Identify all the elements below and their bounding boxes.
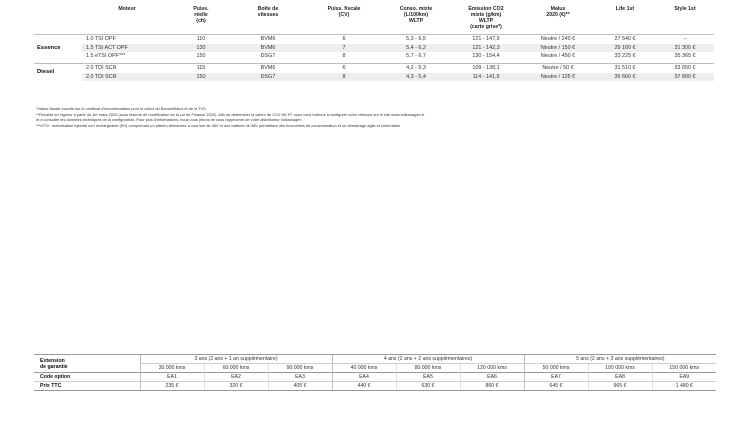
km-cell: 120 000 kms bbox=[460, 364, 524, 373]
gearbox-cell: DSG7 bbox=[230, 73, 306, 82]
warranty-duration-row bbox=[34, 355, 716, 364]
price-cell: 645 € bbox=[524, 382, 588, 391]
power-cell: 110 bbox=[172, 35, 230, 44]
km-cell: 30 000 kms bbox=[140, 364, 204, 373]
malus-cell: Neutre / 240 € bbox=[522, 35, 594, 44]
malus-cell: Neutre / 150 € bbox=[522, 44, 594, 53]
engine-spec-table bbox=[34, 6, 714, 81]
fiscal-power-cell: 8 bbox=[306, 73, 382, 82]
malus-cell: Neutre / 450 € bbox=[540, 53, 576, 59]
engine-cell: 1.5 eTSI OPF*** bbox=[86, 53, 126, 59]
price-cell: 965 € bbox=[588, 382, 652, 391]
price-cell: 630 € bbox=[396, 382, 460, 391]
warranty-duration-5y: 5 ans (2 ans + 3 ans supplémentaires) bbox=[524, 355, 716, 364]
footnote: *Valeur fiscale inscrite sur le certificat d'immatriculation pour le calcul du Bonus/Malus et de la TVS. bbox=[36, 106, 207, 111]
price-life-cell: 31 510 € bbox=[594, 64, 656, 73]
code-cell: EA1 bbox=[140, 373, 204, 382]
co2-cell: 130 - 154,4 bbox=[472, 53, 500, 59]
gearbox-cell: BVM6 bbox=[230, 64, 306, 73]
co2-cell: 121 - 142,3 bbox=[450, 44, 522, 53]
price-ttc-label: Prix TTC bbox=[34, 382, 140, 391]
spec-header-cell: Malus 2020 (€)** bbox=[546, 6, 570, 18]
consumption-cell: 4,2 - 5,3 bbox=[382, 64, 450, 73]
footnote: et à consulter les données techniques de la configuration. Pour plus d'informations, nous vous prions de vous rapprocher de votre distributeur Volkswagen. bbox=[36, 117, 303, 123]
co2-cell: 114 - 141,9 bbox=[450, 73, 522, 82]
km-cell: 90 000 kms bbox=[268, 364, 332, 373]
price-cell: 860 € bbox=[460, 382, 524, 391]
price-style-cell: – bbox=[656, 35, 714, 44]
table-row bbox=[34, 44, 714, 53]
price-cell: 1 480 € bbox=[652, 382, 716, 391]
code-cell: EA4 bbox=[332, 373, 396, 382]
warranty-row-label: Extension de garantie bbox=[34, 355, 140, 373]
malus-cell: Neutre / 125 € bbox=[522, 73, 594, 82]
table-row bbox=[34, 35, 714, 44]
gearbox-cell: DSG7 bbox=[260, 53, 276, 59]
category-diesel: Diesel bbox=[34, 64, 82, 82]
fiscal-power-cell: 6 bbox=[306, 35, 382, 44]
warranty-duration-4y: 4 ans (2 ans + 2 ans supplémentaires) bbox=[332, 355, 524, 364]
spec-table-body bbox=[34, 35, 714, 82]
price-style-cell: 37 800 € bbox=[656, 73, 714, 82]
km-cell: 80 000 kms bbox=[396, 364, 460, 373]
footnotes bbox=[36, 106, 716, 128]
malus-cell: Neutre / 50 € bbox=[522, 64, 594, 73]
spec-header-cell: Conso. mixte (L/100km) WLTP bbox=[399, 6, 433, 24]
power-cell: 150 bbox=[196, 53, 206, 59]
price-life-cell: 33 225 € bbox=[614, 53, 636, 59]
engine-cell: 1.0 TSI OPF bbox=[82, 35, 172, 44]
code-cell: EA9 bbox=[652, 373, 716, 382]
price-style-cell: 35 365 € bbox=[674, 53, 696, 59]
km-cell: 60 000 kms bbox=[204, 364, 268, 373]
consumption-cell: 5,4 - 6,2 bbox=[382, 44, 450, 53]
km-cell: 40 000 kms bbox=[332, 364, 396, 373]
power-cell: 130 bbox=[172, 44, 230, 53]
power-cell: 150 bbox=[172, 73, 230, 82]
price-life-cell: 29 160 € bbox=[594, 44, 656, 53]
table-row bbox=[34, 52, 714, 61]
fiscal-power-cell: 7 bbox=[306, 44, 382, 53]
warranty-code-row bbox=[34, 373, 716, 382]
warranty-duration-3y: 3 ans (2 ans + 1 an supplémentaire) bbox=[140, 355, 332, 364]
spec-header-cell: Émission CO2 mixte (g/km) WLTP (carte grise*) bbox=[468, 6, 504, 30]
spec-header-cell: Moteur bbox=[118, 6, 136, 12]
co2-cell: 109 - 138,1 bbox=[450, 64, 522, 73]
warranty-extension-table bbox=[34, 354, 716, 391]
code-cell: EA5 bbox=[396, 373, 460, 382]
code-option-label: Code option bbox=[34, 373, 140, 382]
table-row bbox=[34, 73, 714, 82]
table-row bbox=[34, 64, 714, 73]
price-life-cell: 35 660 € bbox=[594, 73, 656, 82]
consumption-cell: 5,3 - 6,5 bbox=[382, 35, 450, 44]
spec-header-cell: Puiss. réelle (ch) bbox=[193, 6, 209, 24]
spec-header-cell: Life 1st bbox=[615, 6, 635, 12]
code-cell: EA6 bbox=[460, 373, 524, 382]
spec-header-row bbox=[34, 6, 714, 35]
fiscal-power-cell: 6 bbox=[306, 64, 382, 73]
footnote: ***eTSI : motorisation hybride non rechargeable (EH) comprenant un alterno-démarreur à courroie de 48V et une batterie de 48V permettant des économies de consommation et un démarrage agile et confortable bbox=[36, 122, 401, 128]
gearbox-cell: BVM6 bbox=[230, 35, 306, 44]
km-cell: 150 000 kms bbox=[652, 364, 716, 373]
engine-cell: 2.0 TDI SCR bbox=[82, 64, 172, 73]
price-cell: 405 € bbox=[268, 382, 332, 391]
power-cell: 115 bbox=[172, 64, 230, 73]
consumption-cell: 4,3 - 5,4 bbox=[382, 73, 450, 82]
engine-cell: 1.5 TSI ACT OPF bbox=[82, 44, 172, 53]
footnote: **Fiscalité en vigueur à partir du 1er mars 2020 (sous réserve de modification de la Loi de Finance 2020). Afin de déterminer la valeur de CO2 WLTP, nous vous invitons à configurer votre véhicule sur le site www.volkswagen.fr bbox=[36, 111, 425, 117]
price-style-cell: 33 650 € bbox=[656, 64, 714, 73]
spec-header-cell: Boîte de vitesses bbox=[257, 6, 279, 18]
price-life-cell: 27 540 € bbox=[594, 35, 656, 44]
price-cell: 320 € bbox=[204, 382, 268, 391]
spec-header-cell: Style 1st bbox=[674, 6, 696, 12]
co2-cell: 121 - 147,9 bbox=[450, 35, 522, 44]
price-style-cell: 31 300 € bbox=[656, 44, 714, 53]
gearbox-cell: BVM6 bbox=[230, 44, 306, 53]
code-cell: EA2 bbox=[204, 373, 268, 382]
category-essence: Essence bbox=[34, 35, 82, 61]
code-cell: EA3 bbox=[268, 373, 332, 382]
engine-cell: 2.0 TDI SCR bbox=[82, 73, 172, 82]
price-cell: 235 € bbox=[140, 382, 204, 391]
warranty-price-row bbox=[34, 382, 716, 391]
consumption-cell: 5,7 - 6,7 bbox=[406, 53, 426, 59]
code-cell: EA8 bbox=[588, 373, 652, 382]
spec-header-cell: Puiss. fiscale (CV) bbox=[327, 6, 361, 18]
fiscal-power-cell: 8 bbox=[342, 53, 346, 59]
km-cell: 50 000 kms bbox=[524, 364, 588, 373]
price-cell: 440 € bbox=[332, 382, 396, 391]
km-cell: 100 000 kms bbox=[588, 364, 652, 373]
code-cell: EA7 bbox=[524, 373, 588, 382]
